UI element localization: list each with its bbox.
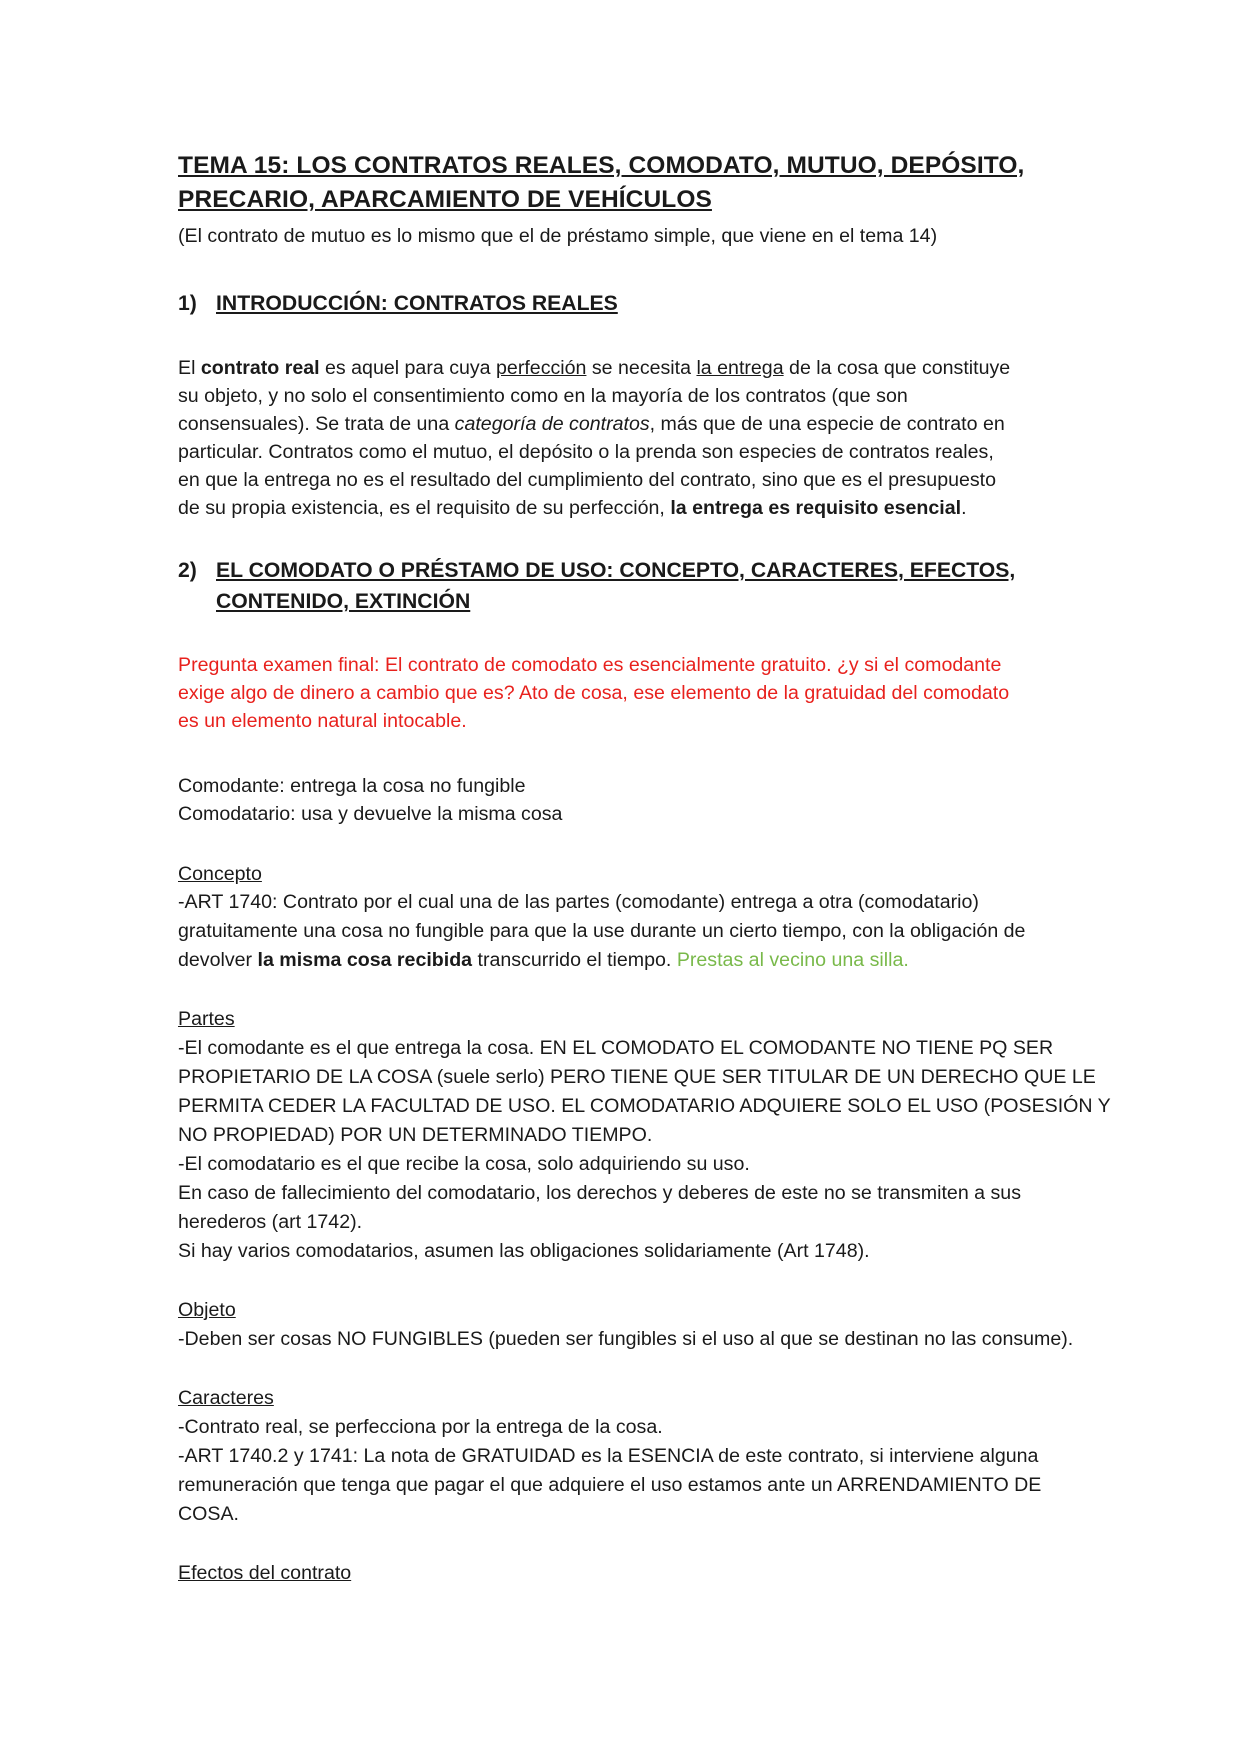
role-comodante: Comodante: entrega la cosa no fungible	[178, 775, 526, 797]
role-comodatario: Comodatario: usa y devuelve la misma cosa	[178, 803, 563, 825]
concepto-line: devolver la misma cosa recibida transcurrido el tiempo. Prestas al vecino una silla.	[178, 949, 909, 971]
partes-line: PROPIETARIO DE LA COSA (suele serlo) PERO TIENE QUE SER TITULAR DE UN DERECHO QUE LE	[178, 1066, 1096, 1088]
partes-line: PERMITA CEDER LA FACULTAD DE USO. EL COMODATARIO ADQUIERE SOLO EL USO (POSESIÓN Y	[178, 1095, 1111, 1117]
partes-line: NO PROPIEDAD) POR UN DETERMINADO TIEMPO.	[178, 1124, 653, 1146]
caracteres-line: COSA.	[178, 1503, 239, 1525]
subtitle-note: (El contrato de mutuo es lo mismo que el de préstamo simple, que viene en el tema 14)	[178, 225, 938, 247]
caracteres-heading: Caracteres	[178, 1387, 274, 1409]
objeto-heading: Objeto	[178, 1299, 236, 1321]
exam-question-line: es un elemento natural intocable.	[178, 710, 467, 732]
section-2-title: EL COMODATO O PRÉSTAMO DE USO: CONCEPTO, CARACTERES, EFECTOS,	[216, 559, 1016, 582]
section-1-paragraph-line: de su propia existencia, es el requisito de su perfección, la entrega es requisito esencial.	[178, 497, 967, 519]
partes-line: Si hay varios comodatarios, asumen las obligaciones solidariamente (Art 1748).	[178, 1240, 870, 1262]
section-2-number: 2)	[178, 559, 197, 582]
caracteres-line: -ART 1740.2 y 1741: La nota de GRATUIDAD es la ESENCIA de este contrato, si interviene alguna	[178, 1445, 1039, 1467]
concepto-line: gratuitamente una cosa no fungible para que la use durante un cierto tiempo, con la obligación de	[178, 920, 1026, 942]
section-1-paragraph-line: particular. Contratos como el mutuo, el depósito o la prenda son especies de contratos reales,	[178, 441, 994, 463]
document-title-line-1: TEMA 15: LOS CONTRATOS REALES, COMODATO, MUTUO, DEPÓSITO,	[178, 152, 1025, 179]
section-1-heading	[178, 289, 618, 319]
section-1-number: 1)	[178, 292, 197, 315]
section-2-heading-continued: CONTENIDO, EXTINCIÓN	[216, 590, 471, 613]
partes-line: En caso de fallecimiento del comodatario, los derechos y deberes de este no se transmiten a sus	[178, 1182, 1022, 1204]
section-2-heading	[178, 556, 1015, 586]
document-title-line-2: PRECARIO, APARCAMIENTO DE VEHÍCULOS	[178, 186, 712, 213]
concepto-line: -ART 1740: Contrato por el cual una de las partes (comodante) entrega a otra (comodatario)	[178, 891, 979, 913]
section-1-paragraph-line: El contrato real es aquel para cuya perfección se necesita la entrega de la cosa que constituye	[178, 357, 1011, 379]
exam-question-line: Pregunta examen final: El contrato de comodato es esencialmente gratuito. ¿y si el comodante	[178, 654, 1002, 676]
section-1-paragraph-line: en que la entrega no es el resultado del cumplimiento del contrato, sino que es el presupuesto	[178, 469, 997, 491]
exam-question-line: exige algo de dinero a cambio que es? Ato de cosa, ese elemento de la gratuidad del comodato	[178, 682, 1010, 704]
section-1-title: INTRODUCCIÓN: CONTRATOS REALES	[216, 292, 618, 315]
efectos-heading: Efectos del contrato	[178, 1562, 352, 1584]
example-note: Prestas al vecino una silla.	[676, 949, 909, 971]
concepto-heading: Concepto	[178, 863, 262, 885]
partes-line: -El comodante es el que entrega la cosa. EN EL COMODATO EL COMODANTE NO TIENE PQ SER	[178, 1037, 1054, 1059]
caracteres-line: remuneración que tenga que pagar el que adquiere el uso estamos ante un ARRENDAMIENTO DE	[178, 1474, 1042, 1496]
partes-heading: Partes	[178, 1008, 235, 1030]
section-1-paragraph-line: su objeto, y no solo el consentimiento como en la mayoría de los contratos (que son	[178, 385, 908, 407]
objeto-line: -Deben ser cosas NO FUNGIBLES (pueden ser fungibles si el uso al que se destinan no las consume).	[178, 1328, 1074, 1350]
caracteres-line: -Contrato real, se perfecciona por la entrega de la cosa.	[178, 1416, 663, 1438]
partes-line: -El comodatario es el que recibe la cosa, solo adquiriendo su uso.	[178, 1153, 750, 1175]
partes-line: herederos (art 1742).	[178, 1211, 363, 1233]
section-1-paragraph-line: consensuales). Se trata de una categoría de contratos, más que de una especie de contrato en	[178, 413, 1005, 435]
